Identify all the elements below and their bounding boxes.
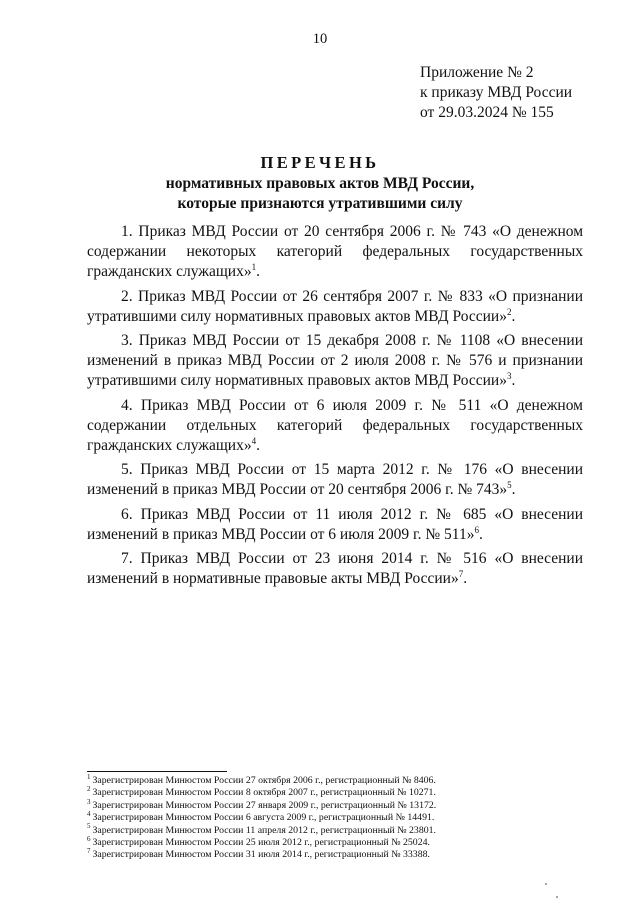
footnote-ref: 6 bbox=[474, 524, 479, 535]
footnotes bbox=[87, 772, 587, 862]
list-item bbox=[87, 222, 583, 283]
footnote bbox=[87, 834, 587, 849]
footnote bbox=[87, 772, 587, 787]
footnote-mark: 1 bbox=[87, 772, 91, 781]
appendix-line-2: к приказу МВД России bbox=[420, 84, 573, 101]
footnote-ref: 7 bbox=[458, 569, 464, 580]
footnote-ref: 1 bbox=[251, 262, 257, 273]
title-main: ПЕРЕЧЕНЬ bbox=[260, 153, 380, 172]
footnote-text: Зарегистрирован Минюстом России 27 октября 2006 г., регистрационный № 8406. bbox=[92, 775, 436, 786]
footnote bbox=[87, 849, 587, 861]
list-item-text: 4. Приказ МВД России от 6 июля 2009 г. № 511 «О денежном содержании отдельных категорий федеральных государственных гражданских служащих» bbox=[87, 396, 583, 455]
footnote-text: Зарегистрирован Минюстом России 31 июля 2014 г., регистрационный № 33388. bbox=[92, 849, 430, 861]
list-item-end: . bbox=[511, 372, 516, 390]
document-title bbox=[60, 152, 580, 214]
list-item bbox=[87, 331, 583, 392]
appendix-line-1: Приложение № 2 bbox=[420, 64, 534, 81]
list-item-end: . bbox=[256, 263, 260, 281]
footnote-mark: 5 bbox=[87, 822, 91, 831]
footnote bbox=[87, 822, 587, 837]
footnote-ref: 2 bbox=[506, 306, 512, 317]
footnote-mark: 2 bbox=[87, 785, 91, 794]
list-item-end: . bbox=[511, 307, 516, 325]
acts-list bbox=[87, 222, 583, 593]
title-line-3: которые признаются утратившими силу bbox=[177, 195, 463, 212]
footnote-text: Зарегистрирован Минюстом России 25 июля 2012 г., регистрационный № 25024. bbox=[92, 837, 430, 849]
scan-speck bbox=[556, 896, 558, 898]
list-item bbox=[87, 549, 583, 589]
footnote-ref: 5 bbox=[507, 480, 512, 491]
footnote-text: Зарегистрирован Минюстом России 8 октября 2007 г., регистрационный № 10271. bbox=[92, 787, 436, 799]
appendix-header bbox=[420, 63, 572, 123]
footnote-ref: 3 bbox=[506, 371, 512, 382]
list-item-text: 5. Приказ МВД России от 15 марта 2012 г. № 176 «О внесении изменений в приказ МВД России от 20 сентября 2006 г. № 743» bbox=[87, 461, 583, 499]
footnote-text: Зарегистрирован Минюстом России 6 августа 2009 г., регистрационный № 14491. bbox=[92, 812, 435, 824]
footnote-mark: 7 bbox=[87, 847, 91, 856]
list-item bbox=[87, 460, 583, 500]
footnote-mark: 6 bbox=[87, 834, 91, 843]
footnote bbox=[87, 809, 587, 824]
page-number: 10 bbox=[312, 31, 328, 47]
list-item-end: . bbox=[478, 525, 483, 543]
footnote bbox=[87, 797, 587, 812]
title-line-2: нормативных правовых актов МВД России, bbox=[165, 175, 475, 192]
footnote bbox=[87, 787, 587, 799]
footnote-mark: 3 bbox=[87, 797, 91, 806]
list-item-text: 6. Приказ МВД России от 11 июля 2012 г. № 685 «О внесении изменений в приказ МВД России от 6 июля 2009 г. № 511» bbox=[87, 505, 583, 543]
list-item bbox=[87, 287, 583, 327]
scan-speck bbox=[545, 883, 547, 885]
footnote-ref: 4 bbox=[251, 435, 257, 446]
list-item bbox=[87, 396, 583, 457]
footnote-text: Зарегистрирован Минюстом России 27 января 2009 г., регистрационный № 13172. bbox=[92, 799, 437, 811]
footnote-mark: 4 bbox=[87, 809, 91, 818]
list-item-text: 7. Приказ МВД России от 23 июня 2014 г. № 516 «О внесении изменений в нормативные правовые акты МВД России» bbox=[87, 550, 583, 588]
footnote-divider bbox=[87, 771, 227, 772]
list-item-end: . bbox=[511, 481, 516, 499]
list-item bbox=[87, 505, 583, 545]
appendix-line-3: от 29.03.2024 № 155 bbox=[420, 104, 554, 121]
footnote-text: Зарегистрирован Минюстом России 11 апреля 2012 г., регистрационный № 23801. bbox=[92, 824, 436, 836]
list-item-text: 3. Приказ МВД России от 15 декабря 2008 г. № 1108 «О внесении изменений в приказ МВД России от 2 июля 2008 г. № 576 и признании утратившими силу нормативных правовых актов МВД России» bbox=[87, 332, 583, 390]
list-item-end: . bbox=[463, 570, 468, 588]
list-item-end: . bbox=[256, 437, 260, 455]
list-item-text: 1. Приказ МВД России от 20 сентября 2006 г. № 743 «О денежном содержании некоторых категорий федеральных государственных гражданских служащих» bbox=[87, 223, 583, 281]
list-item-text: 2. Приказ МВД России от 26 сентября 2007 г. № 833 «О признании утратившими силу нормативных правовых актов МВД России» bbox=[87, 287, 583, 325]
